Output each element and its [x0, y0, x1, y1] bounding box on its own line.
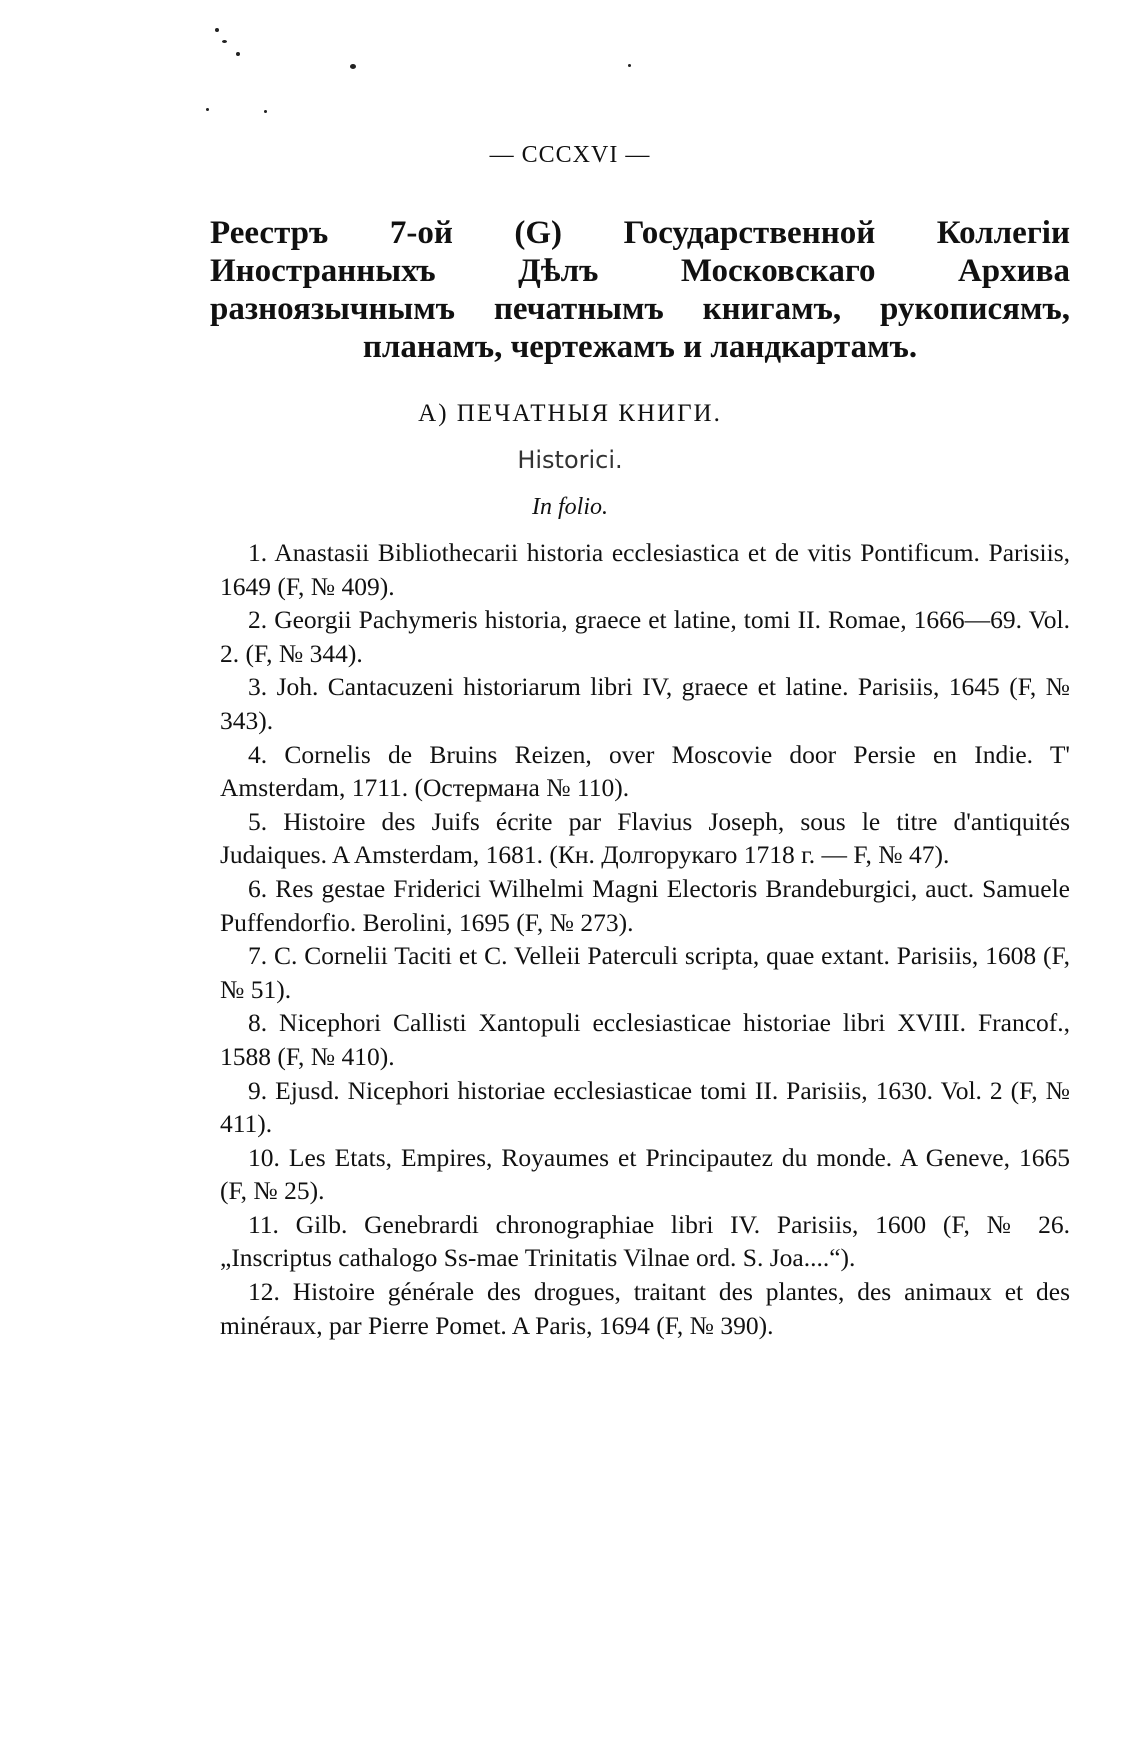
subsection-heading: Historici.	[517, 446, 623, 474]
scan-speck	[236, 52, 240, 56]
scan-speck	[215, 28, 219, 32]
scan-speck	[628, 64, 631, 67]
scan-speck	[222, 40, 227, 43]
page-number: — CCCXVI —	[489, 142, 651, 168]
scan-speck	[206, 108, 209, 111]
register-title: Реестръ 7-ой (G) Государственной Коллегіи Иностранныхъ Дѣлъ Московскаго Архива разноязычнымъ печатнымъ книгамъ, рукописямъ, планамъ, чертежамъ и ландкартамъ.	[210, 215, 1070, 365]
list-item: 3. Joh. Cantacuzeni historiarum libri IV, graece et latine. Parisiis, 1645 (F, № 343).	[220, 672, 1070, 735]
list-item: 5. Histoire des Juifs écrite par Flavius Joseph, sous le titre d'antiquités Judaiques. A Amsterdam, 1681. (Кн. Долгорукаго 1718 г. — F, № 47).	[220, 806, 1070, 870]
list-item: 10. Les Etats, Empires, Royaumes et Principautez du monde. A Geneve, 1665 (F, № 25).	[220, 1142, 1070, 1206]
list-item: 8. Nicephori Callisti Xantopuli ecclesiasticae historiae libri XVIII. Francof., 1588 (F, № 410).	[220, 1008, 1070, 1071]
list-item: 2. Georgii Pachymeris historia, graece et latine, tomi II. Romae, 1666—69. Vol. 2. (F, № 344).	[220, 605, 1070, 668]
list-item: 11. Gilb. Genebrardi chronographiae libri IV. Parisiis, 1600 (F, № 26. „Inscriptus cathalogo Ss-mae Trinitatis Vilnae ord. S. Joa....“).	[220, 1209, 1070, 1273]
format-heading: In folio.	[532, 494, 608, 520]
list-item: 1. Anastasii Bibliothecarii historia ecclesiastica et de vitis Pontificum. Parisiis, 1649 (F, № 409).	[220, 538, 1070, 601]
list-item: 9. Ejusd. Nicephori historiae ecclesiasticae tomi II. Parisiis, 1630. Vol. 2 (F, № 411).	[220, 1075, 1070, 1139]
entry-list	[220, 536, 1070, 1342]
section-heading: А) ПЕЧАТНЫЯ КНИГИ.	[418, 400, 722, 427]
list-item: 12. Histoire générale des drogues, traitant des plantes, des animaux et des minéraux, par Pierre Pomet. A Paris, 1694 (F, № 390).	[220, 1277, 1070, 1340]
scan-speck	[350, 64, 356, 69]
list-item: 6. Res gestae Friderici Wilhelmi Magni Electoris Brandeburgici, auct. Samuele Puffendorfio. Berolini, 1695 (F, № 273).	[220, 873, 1070, 937]
list-item: 4. Cornelis de Bruins Reizen, over Moscovie door Persie en Indie. T' Amsterdam, 1711. (Остермана № 110).	[220, 739, 1070, 803]
list-item: 7. C. Cornelii Taciti et C. Velleii Paterculi scripta, quae extant. Parisiis, 1608 (F, № 51).	[220, 941, 1070, 1004]
scan-speck	[264, 110, 267, 113]
